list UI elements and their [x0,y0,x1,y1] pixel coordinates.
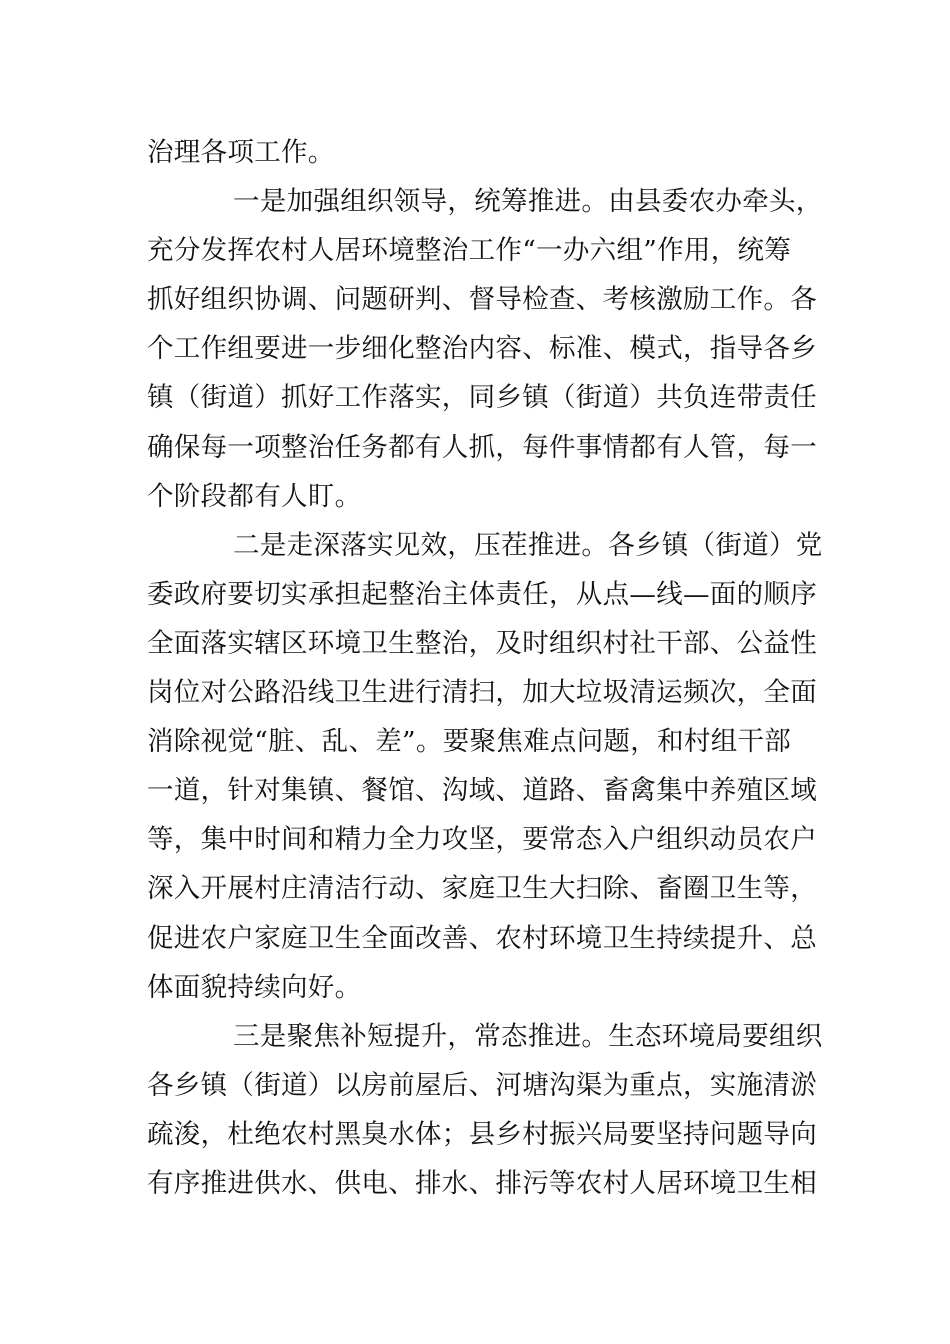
text-line: 委政府要切实承担起整治主体责任，从点—线—面的顺序 [147,578,817,610]
text-line: 一道，针对集镇、餐馆、沟域、道路、畜禽集中养殖区域 [147,775,817,807]
text-line: 各乡镇（街道）以房前屋后、河塘沟渠为重点，实施清淤 [147,1069,817,1101]
text-line: 个阶段都有人盯。 [147,480,362,512]
text-line: 镇（街道）抓好工作落实，同乡镇（街道）共负连带责任 [147,382,817,414]
text-line: 促进农户家庭卫生全面改善、农村环境卫生持续提升、总 [147,922,817,954]
text-line: 个工作组要进一步细化整治内容、标准、模式，指导各乡 [147,333,817,365]
paragraph-2-first-line: 二是走深落实见效，压茬推进。各乡镇（街道）党 [233,529,823,561]
body-text [147,128,823,1208]
text-line: 深入开展村庄清洁行动、家庭卫生大扫除、畜圈卫生等， [147,873,817,905]
text-line: 疏浚，杜绝农村黑臭水体；县乡村振兴局要坚持问题导向 [147,1118,817,1150]
text-line: 抓好组织协调、问题研判、督导检查、考核激励工作。各 [147,284,817,316]
text-line: 岗位对公路沿线卫生进行清扫，加大垃圾清运频次，全面 [147,677,817,709]
text-line: 等，集中时间和精力全力攻坚，要常态入户组织动员农户 [147,824,817,856]
text-line: 确保每一项整治任务都有人抓，每件事情都有人管，每一 [147,431,817,463]
text-line: 全面落实辖区环境卫生整治，及时组织村社干部、公益性 [147,627,817,659]
text-line: 体面貌持续向好。 [147,971,362,1003]
paragraph-1-first-line: 一是加强组织领导，统筹推进。由县委农办牵头， [233,186,823,218]
text-line: 消除视觉“脏、乱、差”。要聚焦难点问题，和村组干部 [147,726,792,758]
text-line: 充分发挥农村人居环境整治工作“一办六组”作用，统筹 [147,235,792,267]
text-line: 有序推进供水、供电、排水、排污等农村人居环境卫生相 [147,1167,817,1199]
paragraph-3-first-line: 三是聚焦补短提升，常态推进。生态环境局要组织 [233,1020,823,1052]
text-line: 治理各项工作。 [147,137,335,168]
